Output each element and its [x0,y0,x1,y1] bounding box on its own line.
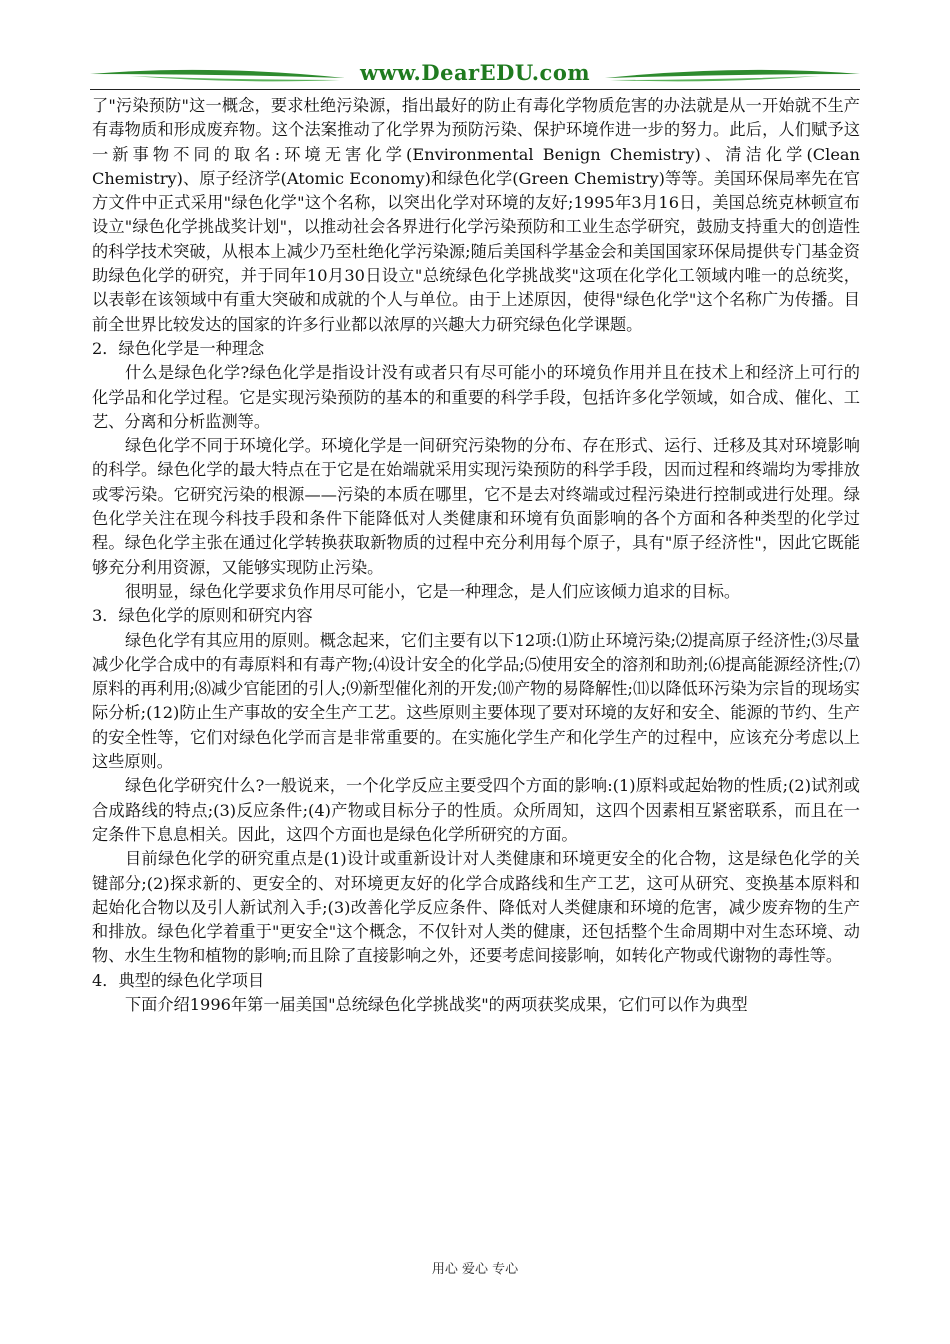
paragraph: 绿色化学有其应用的原则。概念起来，它们主要有以下12项:⑴防止环境污染;⑵提高原子经济性;⑶尽量减少化学合成中的有毒原料和有毒产物;⑷设计安全的化学品;⑸使用安全的溶剂和助剂;⑹提高能源经济性;⑺原料的再利用;⑻减少官能团的引人;⑼新型催化剂的开发;⑽产物的易降解性;⑾以降低环污染为宗旨的现场实际分析;(12)防止生产事故的安全生产工艺。这些原则主要体现了要对环境的友好和安全、能源的节约、生产的安全性等，它们对绿色化学而言是非常重要的。在实施化学生产和化学生产的过程中，应该充分考虑以上这些原则。 [92,630,860,772]
paragraph: 了"污染预防"这一概念，要求杜绝污染源，指出最好的防止有毒化学物质危害的办法就是从一开始就不生产有毒物质和形成废弃物。这个法案推动了化学界为预防污染、保护环境作进一步的努力。此后，人们赋予这一新事物不同的取名:环境无害化学(Environmental Benign Chemistry)、清洁化学(Clean Chemistry)、原子经济学(Atomic Economy)和绿色化学(Green Chemistry)等等。美国环保局率先在官方文件中正式采用"绿色化学"这个名称，以突出化学对环境的友好;1995年3月16日，美国总统克林顿宣布设立"绿色化学挑战奖计划"，以推动社会各界进行化学污染预防和工业生态学研究，鼓励支持重大的创造性的科学技术突破，从根本上减少乃至杜绝化学污染源;随后美国科学基金会和美国国家环保局提供专门基金资助绿色化学的研究，并于同年10月30日设立"总统绿色化学挑战奖"这项在化学化工领域内唯一的总统奖，以表彰在该领域中有重大突破和成就的个人与单位。由于上述原因，使得"绿色化学"这个名称广为传播。目前全世界比较发达的国家的许多行业都以浓厚的兴趣大力研究绿色化学课题。 [92,96,860,334]
paragraph: 绿色化学不同于环境化学。环境化学是一间研究污染物的分布、存在形式、运行、迁移及其对环境影响的科学。绿色化学的最大特点在于它是在始端就采用实现污染预防的科学手段，因而过程和终端均为零排放或零污染。它研究污染的根源——污染的本质在哪里，它不是去对终端或过程污染进行控制或进行处理。绿色化学关注在现今科技手段和条件下能降低对人类健康和环境有负面影响的各个方面和各种类型的化学过程。绿色化学主张在通过化学转换获取新物质的过程中充分利用每个原子，具有"原子经济性"，因此它既能够充分利用资源，又能够实现防止污染。 [92,436,860,577]
header-divider [90,89,860,90]
paragraph: 绿色化学研究什么?一般说来，一个化学反应主要受四个方面的影响:(1)原料或起始物的性质;(2)试剂或合成路线的特点;(3)反应条件;(4)产物或目标分子的性质。众所周知，这四个因素相互紧密联系，而且在一定条件下息息相关。因此，这四个方面也是绿色化学所研究的方面。 [92,776,860,844]
page-footer: 用心 爱心 专心 [431,1262,519,1277]
paragraph: 什么是绿色化学?绿色化学是指设计没有或者只有尽可能小的环境负作用并且在技术上和经济上可行的化学品和化学过程。它是实现污染预防的基本的和重要的科学手段，包括许多化学领域，如合成、催化、工艺、分离和分析监测等。 [92,363,860,431]
section-heading: 3．绿色化学的原则和研究内容 [92,606,313,626]
document-body [92,94,860,1017]
paragraph: 很明显，绿色化学要求负作用尽可能小，它是一种理念，是人们应该倾力追求的目标。 [125,581,741,601]
site-url: www.DearEDU.com [359,60,591,85]
section-heading: 2．绿色化学是一种理念 [92,338,265,358]
paragraph: 目前绿色化学的研究重点是(1)设计或重新设计对人类健康和环境更安全的化合物，这是绿色化学的关键部分;(2)探求新的、更安全的、对环境更友好的化学合成路线和生产工艺，这可从研究、变换基本原料和起始化合物以及引人新试剂入手;(3)改善化学反应条件、降低对人类健康和环境的危害，减少废弃物的生产和排放。绿色化学着重于"更安全"这个概念，不仅针对人类的健康，还包括整个生命周期中对生态环境、动物、水生生物和植物的影响;而且除了直接影响之外，还要考虑间接影响，如转化产物或代谢物的毒性等。 [92,849,860,966]
site-header [90,58,860,92]
section-heading: 4．典型的绿色化学项目 [92,970,265,990]
paragraph: 下面介绍1996年第一届美国"总统绿色化学挑战奖"的两项获奖成果，它们可以作为典型 [125,994,748,1014]
